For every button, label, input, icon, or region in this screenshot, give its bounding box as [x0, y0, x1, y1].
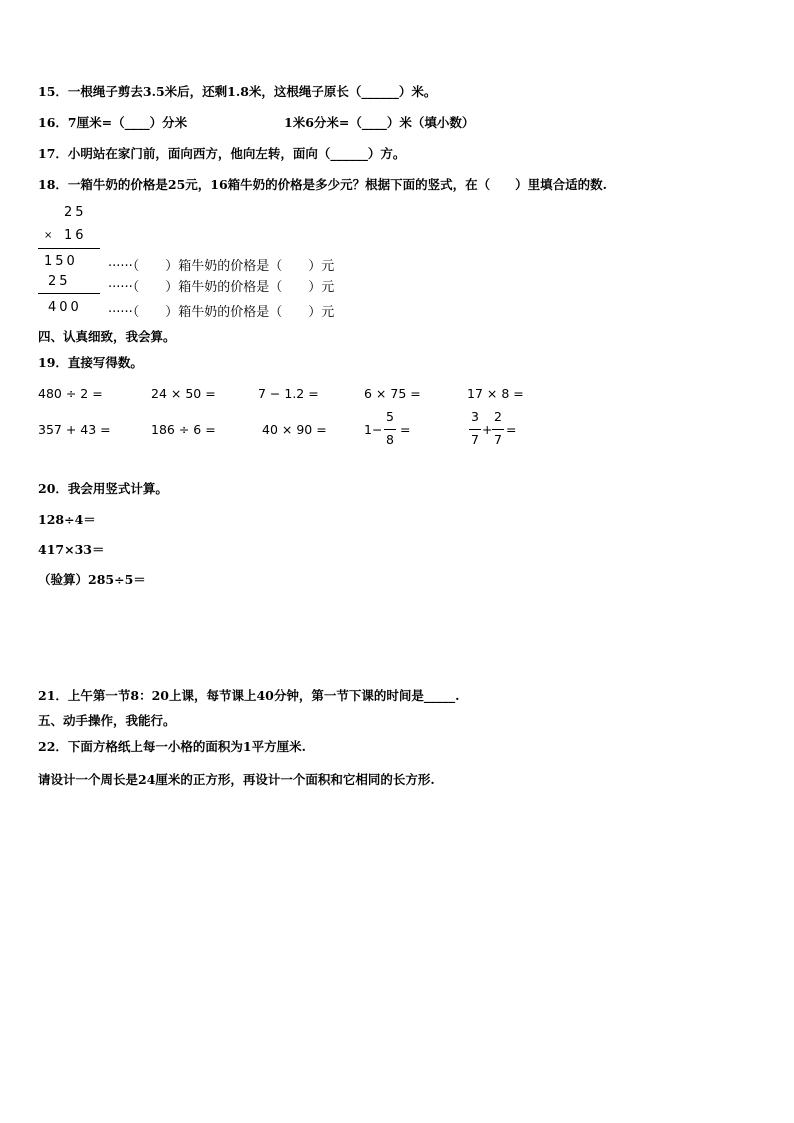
question-22-instruction: 请设计一个周长是24厘米的正方形，再设计一个面积和它相同的长方形.: [38, 772, 435, 787]
question-22: 22．下面方格纸上每一小格的面积为1平方厘米.: [38, 739, 306, 754]
frac1-bar: [384, 429, 396, 430]
question-20-item-1: 128÷4＝: [38, 512, 96, 527]
frac2-bar-2: [492, 429, 504, 430]
vertical-line-1: [38, 248, 100, 249]
vertical-partial-1: 150: [44, 254, 78, 269]
vertical-row2-text: ······（ ）箱牛奶的价格是（ ）元: [108, 280, 335, 295]
frac1-denominator: 8: [386, 432, 394, 447]
vertical-times-sign: ×: [44, 230, 53, 241]
vertical-result: 400: [48, 300, 82, 315]
frac1-numerator: 5: [386, 409, 394, 424]
vertical-row1-text: ······（ ）箱牛奶的价格是（ ）元: [108, 259, 335, 274]
vertical-multiplier: 16: [64, 228, 87, 243]
frac1-equals: =: [400, 422, 411, 437]
question-19: 19．直接写得数。: [38, 355, 143, 370]
calc-17-times-8: 17 × 8 =: [467, 386, 524, 401]
question-20: 20．我会用竖式计算。: [38, 481, 168, 496]
calc-480-div-2: 480 ÷ 2 =: [38, 386, 103, 401]
calc-6-times-75: 6 × 75 =: [364, 386, 421, 401]
vertical-line-2: [38, 293, 100, 294]
frac2-denominator-1: 7: [471, 432, 479, 447]
vertical-partial-2: 25: [48, 274, 71, 289]
frac2-bar-1: [469, 429, 481, 430]
question-16-part-b: 1米6分米=（____）米（填小数）: [284, 115, 475, 130]
calc-7-minus-1-2: 7 − 1.2 =: [258, 386, 319, 401]
frac2-numerator-2: 2: [494, 409, 502, 424]
calc-186-div-6: 186 ÷ 6 =: [151, 422, 216, 437]
question-15: 15．一根绳子剪去3.5米后，还剩1.8米，这根绳子原长（______）米。: [38, 84, 437, 99]
frac2-plus: +: [482, 422, 493, 437]
question-17: 17．小明站在家门前，面向西方，他向左转，面向（______）方。: [38, 146, 406, 161]
frac2-numerator-1: 3: [471, 409, 479, 424]
frac1-whole: 1−: [364, 422, 383, 437]
calc-24-times-50: 24 × 50 =: [151, 386, 216, 401]
vertical-top-number: 25: [64, 205, 87, 220]
calc-40-times-90: 40 × 90 =: [262, 422, 327, 437]
question-21: 21．上午第一节8：20上课，每节课上40分钟，第一节下课的时间是_____.: [38, 688, 460, 703]
section-5-heading: 五、动手操作，我能行。: [38, 713, 176, 728]
question-18: 18．一箱牛奶的价格是25元，16箱牛奶的价格是多少元？根据下面的竖式，在（ ）里填合适的数.: [38, 177, 608, 192]
frac2-denominator-2: 7: [494, 432, 502, 447]
calc-357-plus-43: 357 + 43 =: [38, 422, 111, 437]
frac2-equals: =: [506, 422, 517, 437]
vertical-row3-text: ······（ ）箱牛奶的价格是（ ）元: [108, 305, 335, 320]
question-20-item-2: 417×33＝: [38, 542, 105, 557]
question-16-part-a: 16．7厘米=（____）分米: [38, 115, 188, 130]
question-20-item-3: （验算）285÷5＝: [38, 572, 146, 587]
section-4-heading: 四、认真细致，我会算。: [38, 329, 176, 344]
